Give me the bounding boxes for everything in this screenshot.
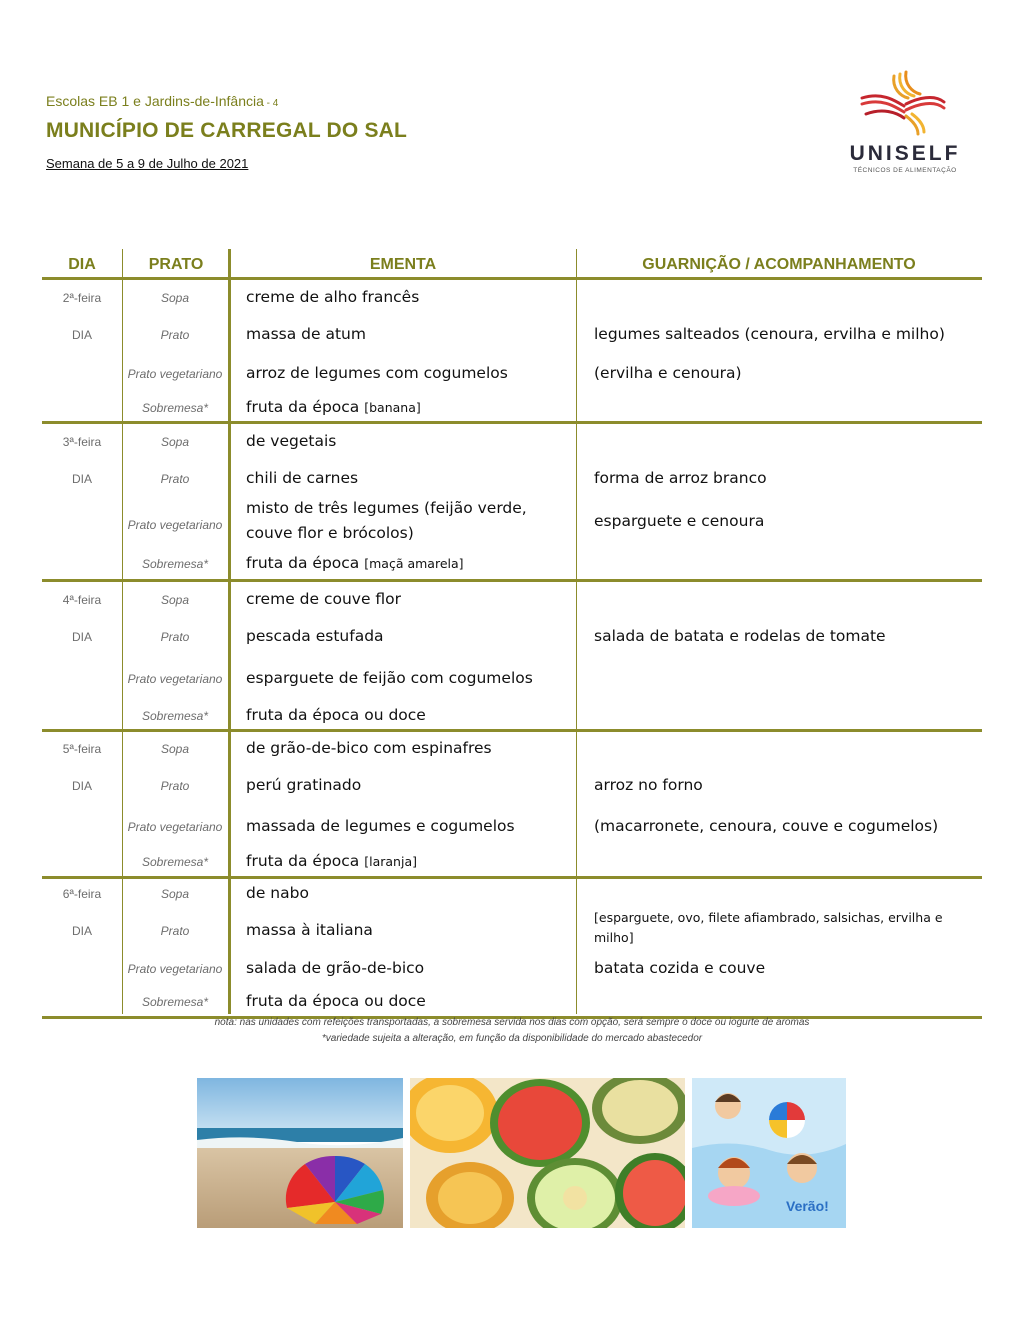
footnote-variety: *variedade sujeita a alteração, em função da disponibilidade do mercado abastecedor <box>321 1033 703 1044</box>
day-name: 6ª-feira <box>62 887 102 901</box>
dish-name: salada de grão-de-bico <box>246 959 425 977</box>
dia-label: DIA <box>71 472 92 486</box>
side-dish: [esparguete, ovo, filete afiambrado, salsichas, ervilha e milho] <box>594 910 943 945</box>
dish-name: esparguete de feijão com cogumelos <box>246 669 533 687</box>
side-dish: arroz no forno <box>594 776 703 794</box>
day-name: 2ª-feira <box>62 291 102 305</box>
dish-name: massa de atum <box>246 325 366 343</box>
dish-name: perú gratinado <box>246 776 362 794</box>
dish-type: Prato vegetariano <box>127 962 223 976</box>
dish-type: Prato vegetariano <box>127 367 223 381</box>
header-subtitle: Escolas EB 1 e Jardins-de-Infância - 4 <box>46 93 279 109</box>
side-dish: esparguete e cenoura <box>594 512 765 530</box>
day-name: 3ª-feira <box>62 435 102 449</box>
dish-type: Sobremesa* <box>141 557 209 571</box>
side-dish: (macarronete, cenoura, couve e cogumelos) <box>594 817 939 835</box>
day-name: 5ª-feira <box>62 742 102 756</box>
dish-type: Prato <box>160 924 190 938</box>
dish-name: fruta da época ou doce <box>246 706 426 724</box>
dish-type: Prato <box>160 328 190 342</box>
dish-type: Sopa <box>160 742 190 756</box>
side-dish: legumes salteados (cenoura, ervilha e milho) <box>594 325 945 343</box>
column-header-guarnicao: GUARNIÇÃO / ACOMPANHAMENTO <box>642 256 916 273</box>
dish-type: Sobremesa* <box>141 995 209 1009</box>
beach-umbrella-image <box>197 1078 403 1228</box>
dish-type: Prato <box>160 779 190 793</box>
side-dish: batata cozida e couve <box>594 959 766 977</box>
side-dish: forma de arroz branco <box>594 469 767 487</box>
dish-type: Sopa <box>160 593 190 607</box>
column-header-ementa: EMENTA <box>369 256 437 273</box>
dish-name: pescada estufada <box>246 627 384 645</box>
dia-label: DIA <box>71 328 92 342</box>
dish-type: Sobremesa* <box>141 709 209 723</box>
table-header <box>42 249 982 280</box>
day-block-wednesday <box>42 582 982 732</box>
dish-type: Sopa <box>160 887 190 901</box>
logo-tagline: TÉCNICOS DE ALIMENTAÇÃO <box>853 167 957 174</box>
side-dish: salada de batata e rodelas de tomate <box>594 627 886 645</box>
dish-name: arroz de legumes com cogumelos <box>246 364 508 382</box>
uniself-logo <box>826 68 984 180</box>
dish-name: de grão-de-bico com espinafres <box>246 739 492 757</box>
dish-name: creme de alho francês <box>246 288 420 306</box>
footnote-transport: nota: nas unidades com refeições transportadas, a sobremesa servida nos dias com opção, será sempre o doce ou iogurte de aromas <box>214 1017 810 1028</box>
dish-type: Prato vegetariano <box>127 518 223 532</box>
uniself-emblem-icon <box>826 68 984 140</box>
dish-name: massada de legumes e cogumelos <box>246 817 515 835</box>
dia-label: DIA <box>71 924 92 938</box>
dish-name: fruta da época ou doce <box>246 992 426 1010</box>
dish-type: Sobremesa* <box>141 401 209 415</box>
dish-name: misto de três legumes (feijão verde, couve flor e brócolos) <box>246 499 527 542</box>
dish-type: Sopa <box>160 291 190 305</box>
dish-name: massa à italiana <box>246 921 373 939</box>
side-dish: (ervilha e cenoura) <box>594 364 742 382</box>
logo-wordmark: UNISELF <box>849 142 961 165</box>
page-title: MUNICÍPIO DE CARREGAL DO SAL <box>46 119 408 142</box>
menu-table <box>42 249 982 1019</box>
dish-name: de nabo <box>246 884 309 902</box>
summer-label: Verão! <box>786 1198 829 1214</box>
dish-name: fruta da época [maçã amarela] <box>246 554 464 572</box>
week-range: Semana de 5 a 9 de Julho de 2021 <box>46 156 249 171</box>
dish-type: Prato <box>160 472 190 486</box>
dish-type: Prato <box>160 630 190 644</box>
dish-name: creme de couve flor <box>246 590 402 608</box>
dish-type: Prato vegetariano <box>127 820 223 834</box>
dia-label: DIA <box>71 630 92 644</box>
column-header-prato: PRATO <box>148 256 204 273</box>
melons-image <box>410 1078 685 1228</box>
column-header-dia: DIA <box>68 256 96 273</box>
day-block-monday <box>42 280 982 424</box>
day-block-thursday <box>42 732 982 879</box>
day-name: 4ª-feira <box>62 593 102 607</box>
dish-type: Prato vegetariano <box>127 672 223 686</box>
dish-name: de vegetais <box>246 432 337 450</box>
dish-type: Sopa <box>160 435 190 449</box>
day-block-tuesday <box>42 424 982 582</box>
dish-name: fruta da época [laranja] <box>246 852 417 870</box>
dish-type: Sobremesa* <box>141 855 209 869</box>
dish-name: chili de carnes <box>246 469 359 487</box>
day-block-friday <box>42 879 982 1019</box>
dia-label: DIA <box>71 779 92 793</box>
dish-name: fruta da época [banana] <box>246 398 421 416</box>
summer-kids-image <box>692 1078 846 1228</box>
